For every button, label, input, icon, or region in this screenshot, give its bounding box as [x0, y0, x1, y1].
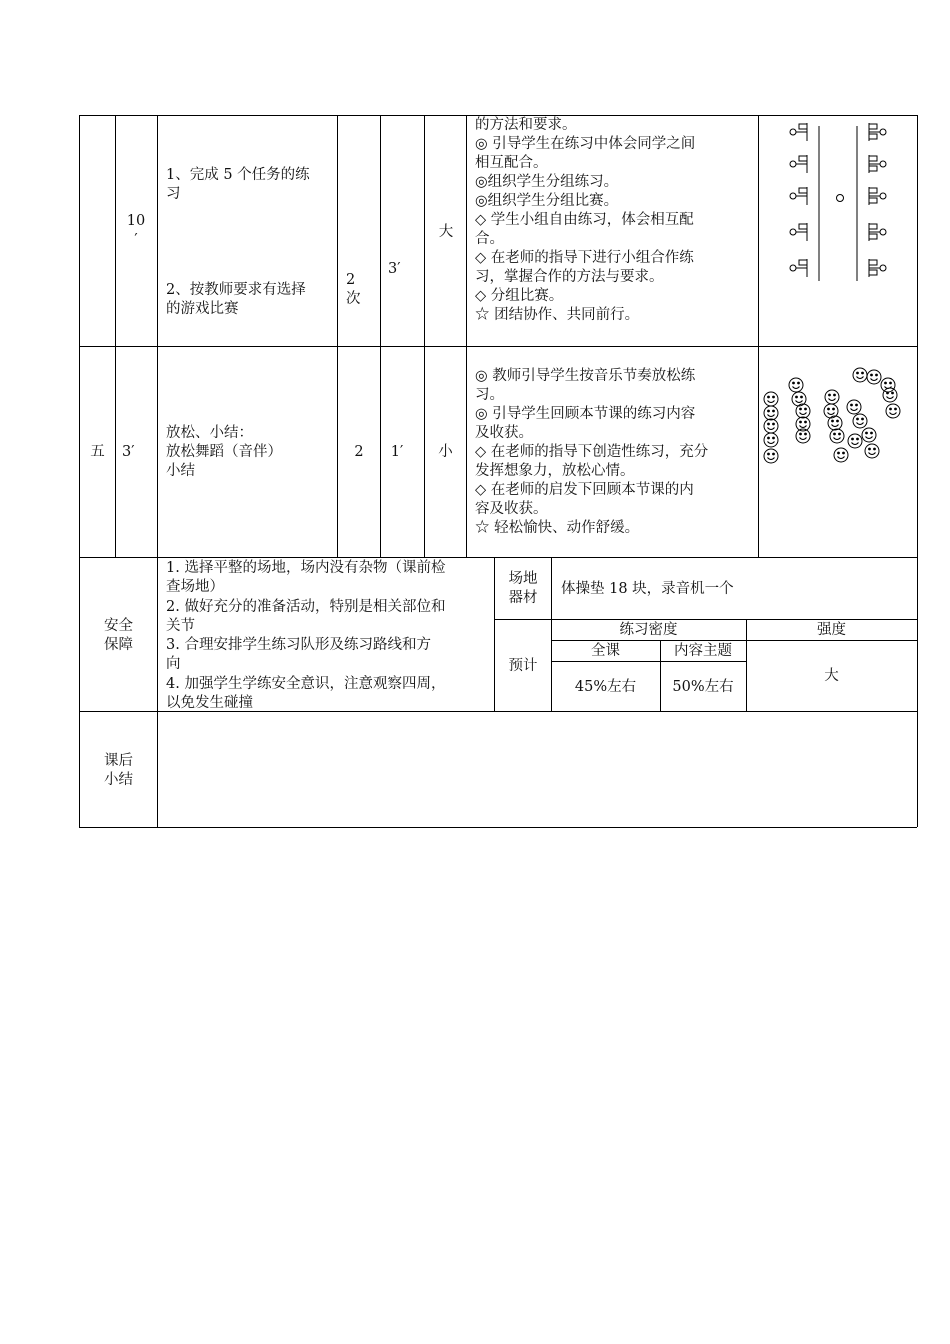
player-marker — [869, 155, 886, 173]
row2-method: ◎ 教师引导学生按音乐节奏放松练 习。 ◎ 引导学生回顾本节课的练习内容 及收获。 ◇ 在老师的指导下创造性练习，充分 发挥想象力，放松心情。 ◇ 在老师的启发下回顾本节课的内 容及收获。 ☆ 轻松愉快、动作舒缓。 — [475, 368, 709, 536]
row2-part: 五 — [90, 444, 105, 460]
intensity-value: 大 — [824, 668, 839, 684]
student-smiley — [883, 388, 897, 402]
main-content-value: 50%左右 — [672, 679, 734, 695]
safety-text: 1. 选择平整的场地，场内没有杂物（课前检 查场地） 2. 做好充分的准备活动，特别是相关部位和 关节 3. 合理安排学生练习队形及练习路线和方 向 4. 加强学生学练安全意识，注意观察四周， 以免发生碰撞 — [166, 560, 446, 712]
player-marker — [869, 259, 886, 277]
student-smiley — [865, 444, 879, 458]
grid-line — [79, 827, 917, 828]
student-smiley — [853, 368, 867, 382]
student-smiley — [764, 392, 778, 406]
grid-line — [79, 557, 917, 558]
student-smiley — [825, 390, 839, 404]
player-marker — [790, 223, 807, 241]
venue-label: 场地 器材 — [508, 571, 538, 606]
player-marker — [869, 187, 886, 205]
player-marker — [790, 259, 807, 277]
grid-line — [551, 640, 917, 641]
row1-time: 10 ′ — [126, 213, 146, 248]
student-smiley — [853, 414, 867, 428]
grid-line — [551, 661, 746, 662]
grid-line — [466, 115, 467, 557]
whole-lesson-value: 45%左右 — [574, 679, 637, 695]
student-smiley — [764, 406, 778, 420]
row2-duration: 1′ — [390, 444, 404, 460]
row1-intensity: 大 — [438, 224, 454, 240]
row1-content-b: 2、按教师要求有选择 的游戏比赛 — [166, 282, 306, 317]
student-smiley — [862, 428, 876, 442]
player-marker — [790, 155, 807, 173]
grid-line — [917, 115, 918, 827]
student-smiley — [881, 378, 895, 392]
player-marker — [790, 187, 807, 205]
row2-intensity: 小 — [438, 444, 453, 460]
student-smiley — [764, 449, 778, 463]
row1-method: 的方法和要求。 ◎ 引导学生在练习中体会同学之间 相互配合。 ◎组织学生分组练习。 ◎组织学生分组比赛。 ◇ 学生小组自由练习，体会相互配 合。 ◇ 在老师的指导下进行小组合作练 习，掌握合作的方法与要求。 ◇ 分组比赛。 ☆ 团结协作、共同前行。 — [475, 117, 696, 323]
student-smiley — [789, 378, 803, 392]
student-smiley — [764, 419, 778, 433]
grid-line — [157, 115, 158, 827]
student-smiley — [847, 400, 861, 414]
player-marker — [869, 123, 886, 141]
row1-content-a: 1、完成 5 个任务的练 习 — [166, 167, 310, 202]
row2-content: 放松、小结： 放松舞蹈（音伴） 小结 — [166, 425, 282, 479]
grid-line — [494, 619, 917, 620]
whole-lesson-label: 全课 — [591, 643, 620, 659]
student-smiley — [867, 370, 881, 384]
summary-label: 课后 小结 — [104, 753, 133, 788]
row2-count: 2 — [354, 444, 364, 460]
row2-time: 3′ — [122, 444, 135, 460]
student-smiley — [848, 434, 862, 448]
row1-count: 2 次 — [346, 272, 361, 307]
density-label: 练习密度 — [619, 622, 678, 638]
student-smiley — [830, 429, 844, 443]
grid-line — [424, 115, 425, 557]
student-smiley — [796, 404, 810, 418]
forecast-label: 预计 — [508, 658, 538, 674]
group-formation-diagram — [759, 116, 917, 346]
student-smiley — [834, 448, 848, 462]
row1-duration: 3′ — [388, 261, 401, 277]
grid-line — [380, 115, 381, 557]
grid-line — [79, 115, 80, 827]
intensity-label: 强度 — [817, 622, 846, 638]
player-marker — [790, 123, 807, 141]
safety-label: 安全 保障 — [104, 618, 133, 653]
grid-line — [337, 115, 338, 557]
venue-value: 体操垫 18 块，录音机一个 — [561, 581, 734, 597]
smiley-formation-diagram — [759, 347, 917, 557]
player-marker — [869, 223, 886, 241]
student-smiley — [828, 416, 842, 430]
student-smiley — [764, 433, 778, 447]
student-smiley — [886, 404, 900, 418]
main-content-label: 内容主题 — [674, 643, 732, 659]
grid-line — [115, 115, 116, 557]
